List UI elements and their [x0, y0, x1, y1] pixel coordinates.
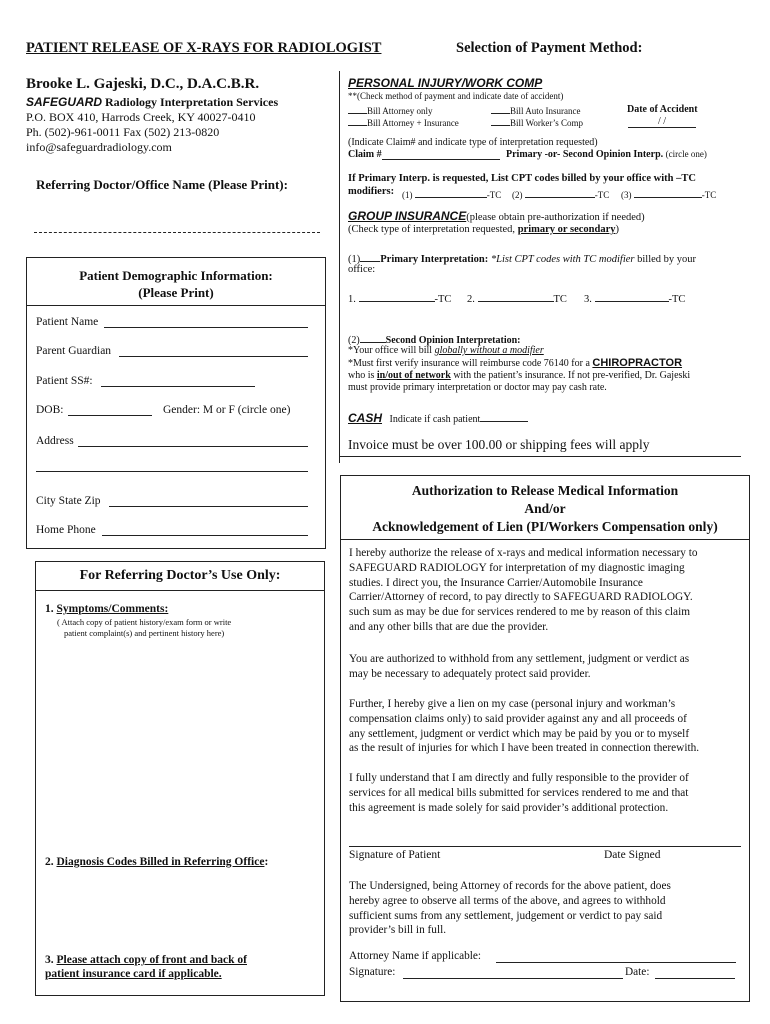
attorney-date-field[interactable]	[655, 966, 735, 979]
patient-demographic-box	[26, 257, 326, 549]
payment-left-border	[339, 71, 340, 463]
item-number: 2.	[45, 856, 57, 868]
second-opinion-line-2	[348, 357, 682, 369]
text-line: Carrier/Attorney of record, to pay directly to SAFEGUARD RADIOLOGY.	[349, 591, 693, 604]
group-insurance-heading	[348, 209, 645, 223]
provider-address: P.O. BOX 410, Harrods Creek, KY 40027-0410	[26, 110, 256, 124]
second-opinion-line-4: must provide primary interpretation or doctor may pay cash rate.	[348, 382, 607, 393]
date-of-accident-field[interactable]: / /	[628, 116, 696, 128]
primary-interp-option[interactable]	[348, 251, 696, 265]
patient-ss-field[interactable]	[101, 374, 255, 387]
provider-email: info@safeguardradiology.com	[26, 140, 172, 154]
text-line: The Undersigned, being Attorney of records for the above patient, does	[349, 880, 671, 892]
date-of-accident-label: Date of Accident	[627, 104, 698, 115]
tc-suffix: -TC	[486, 190, 502, 200]
diagnosis-codes-field[interactable]	[45, 874, 315, 944]
option-label: Bill Attorney only	[367, 106, 433, 116]
option-note-2: billed by your	[634, 254, 697, 265]
cash-title: CASH	[348, 411, 383, 425]
claim-note: (Indicate Claim# and indicate type of interpretation requested)	[348, 137, 598, 148]
text-line: I hereby authorize the release of x-rays and medical information necessary to	[349, 547, 698, 559]
option-label: Primary Interpretation:	[380, 254, 489, 265]
line-text: *Your office will bill	[348, 345, 435, 356]
group-cpt-2[interactable]	[467, 291, 567, 305]
item-number: 3.	[45, 954, 57, 966]
divider	[341, 539, 749, 540]
symptoms-note-1: ( Attach copy of patient history/exam form or write	[57, 617, 232, 627]
circle-one-note: (circle one)	[665, 149, 707, 159]
attorney-date-label: Date:	[625, 966, 650, 978]
dob-label: DOB:	[36, 404, 64, 416]
attorney-signature-field[interactable]	[403, 966, 623, 979]
cpt-index: 3.	[584, 294, 592, 305]
city-state-zip-field[interactable]	[109, 494, 308, 507]
date-signed-label: Date Signed	[604, 849, 661, 861]
cpt-code-3[interactable]	[621, 187, 716, 200]
attorney-signature-label: Signature:	[349, 966, 396, 978]
text-line: and any other bills that are due the provider.	[349, 620, 549, 633]
second-opinion-line-1	[348, 345, 544, 356]
invoice-note: Invoice must be over 100.00 or shipping fees will apply	[348, 437, 650, 452]
provider-company	[26, 95, 278, 110]
patient-signature-line[interactable]	[349, 846, 741, 847]
claim-label: Claim #	[348, 149, 382, 160]
line-emphasis: in/out of network	[376, 370, 451, 381]
text-line: sufficient sums from any settlement, judgement or verdict to pay said	[349, 909, 663, 922]
group-insurance-title: GROUP INSURANCE	[348, 209, 467, 223]
personal-injury-title: PERSONAL INJURY/WORK COMP	[348, 76, 543, 90]
cpt-code-1[interactable]	[402, 187, 501, 200]
group-type-note	[348, 224, 619, 235]
text-line: services for all medical bills submitted for services rendered to me and that	[349, 786, 689, 799]
cpt-modifiers-label: modifiers:	[348, 186, 395, 197]
option-label: Second Opinion Interpretation:	[385, 335, 521, 346]
cpt-index: 1.	[348, 294, 356, 305]
tc-suffix: -TC	[701, 190, 717, 200]
line-text: who is	[348, 370, 377, 381]
line-text-2: with the patient’s insurance. If not pre-verified, Dr. Gajeski	[450, 370, 691, 381]
option-label: Bill Auto Insurance	[510, 106, 581, 116]
demographic-title: Patient Demographic Information:	[79, 268, 273, 283]
insurance-card-label-2: patient insurance card if applicable.	[45, 968, 222, 980]
claim-type-options[interactable]	[506, 149, 707, 160]
opt-bill-attorney-insurance[interactable]	[348, 115, 459, 128]
claim-number-field[interactable]	[382, 149, 500, 160]
gender-label: Gender: M or F (circle one)	[163, 404, 291, 416]
text-line: I fully understand that I am directly and fully responsible to the provider of	[349, 772, 689, 784]
text-line: SAFEGUARD RADIOLOGY for interpretation of my diagnostic imaging	[349, 561, 685, 574]
authorization-box	[340, 475, 750, 1002]
diagnosis-codes-label	[45, 856, 268, 868]
item-number: 1.	[45, 603, 57, 615]
option-label: Bill Attorney + Insurance	[367, 118, 459, 128]
cpt-index: 2.	[467, 294, 475, 305]
company-logo-text: SAFEGUARD	[26, 95, 103, 109]
text-line: compensation claims only) to said provider against any and all proceeds of	[349, 712, 687, 725]
auth-paragraph-4	[349, 771, 689, 815]
symptoms-comments-field[interactable]	[45, 642, 315, 842]
symptoms-note-2: patient complaint(s) and pertinent history here)	[64, 628, 225, 638]
address-label: Address	[36, 435, 74, 447]
text-line: studies. I direct you, the Insurance Carrier/Automobile Insurance	[349, 576, 643, 589]
payment-method-title: Selection of Payment Method:	[456, 40, 643, 56]
primary-office-label: office:	[348, 264, 376, 275]
cpt-code-2[interactable]	[512, 187, 609, 200]
text-line: Further, I hereby give a lien on my case (personal injury and workman’s	[349, 698, 676, 710]
text-line: hereby agree to observe all terms of the above, and agrees to withhold	[349, 894, 666, 907]
attorney-name-label: Attorney Name if applicable:	[349, 950, 482, 962]
doctor-use-title: For Referring Doctor’s Use Only:	[79, 568, 281, 583]
item-text: Diagnosis Codes Billed in Referring Office	[56, 856, 265, 868]
cpt-index: (2)	[512, 190, 523, 200]
attorney-name-field[interactable]	[496, 950, 736, 963]
option-note: *List CPT codes with TC modifier	[490, 254, 635, 265]
line-emphasis: CHIROPRACTOR	[592, 357, 683, 369]
provider-name: Brooke L. Gajeski, D.C., D.A.C.B.R.	[26, 76, 260, 92]
line-emphasis: globally without a modifier	[434, 345, 544, 356]
text-line: any settlement, judgment or verdict which may be paid by you or to myself	[349, 727, 690, 740]
address-field-line2[interactable]	[36, 471, 308, 472]
option-index: (1)	[348, 254, 361, 265]
note-emphasis: primary or secondary	[517, 224, 616, 235]
item-text: Symptoms/Comments:	[56, 603, 169, 615]
note-end: )	[615, 224, 619, 235]
page-title: PATIENT RELEASE OF X-RAYS FOR RADIOLOGIST	[26, 40, 382, 56]
text-line: may be necessary to adequately protect said provider.	[349, 667, 591, 680]
signature-of-patient-label: Signature of Patient	[349, 849, 441, 861]
group-cpt-1[interactable]	[348, 291, 451, 305]
insurance-card-label	[45, 954, 247, 966]
opt-bill-workers-comp[interactable]	[491, 115, 583, 128]
auth-paragraph-5	[349, 879, 671, 938]
patient-ss-label: Patient SS#:	[36, 375, 93, 387]
divider	[27, 305, 325, 306]
second-opinion-option[interactable]	[348, 332, 521, 346]
company-rest: Radiology Interpretation Services	[102, 95, 279, 109]
auth-title-2: And/or	[524, 501, 566, 516]
patient-name-field[interactable]	[104, 315, 308, 328]
cpt-index: (1)	[402, 190, 413, 200]
personal-injury-note: **(Check method of payment and indicate date of accident)	[348, 91, 564, 101]
item-colon: :	[264, 856, 269, 868]
tc-suffix: -TC	[434, 294, 452, 305]
referring-doctor-label: Referring Doctor/Office Name (Please Print):	[36, 177, 288, 192]
option-label: Bill Worker’s Comp	[510, 118, 583, 128]
note-text: (Check type of interpretation requested,	[348, 224, 518, 235]
auth-title-1: Authorization to Release Medical Information	[411, 483, 679, 498]
parent-guardian-label: Parent Guardian	[36, 345, 112, 357]
cash-option[interactable]	[348, 411, 528, 425]
line-text: *Must first verify insurance will reimburse code 76140 for a	[348, 358, 593, 369]
patient-name-label: Patient Name	[36, 316, 99, 328]
parent-guardian-field[interactable]	[119, 344, 308, 357]
item-text: Please attach copy of front and back of	[56, 954, 247, 966]
text-line: this agreement is made solely for said provider’s additional protection.	[349, 801, 669, 814]
provider-phone: Ph. (502)-961-0011 Fax (502) 213-0820	[26, 125, 220, 139]
auth-paragraph-2	[349, 652, 689, 682]
text-line: such sum as may be due for services rendered to me by reason of this claim	[349, 606, 690, 619]
option-index: (2)	[348, 335, 360, 346]
address-field[interactable]	[78, 434, 308, 447]
group-cpt-3[interactable]	[584, 291, 685, 305]
text-line: You are authorized to withhold from any settlement, judgment or verdict as	[349, 653, 690, 665]
text-line: provider’s bill in full.	[349, 924, 447, 937]
home-phone-label: Home Phone	[36, 524, 96, 536]
second-opinion-line-3	[348, 370, 690, 381]
tc-suffix: -TC	[594, 190, 610, 200]
payment-bottom-border	[339, 456, 741, 457]
dob-field[interactable]	[68, 403, 152, 416]
claim-type-text: Primary -or- Second Opinion Interp.	[506, 149, 664, 160]
auth-paragraph-3	[349, 697, 699, 756]
cpt-index: (3)	[621, 190, 632, 200]
demographic-subtitle: (Please Print)	[138, 285, 214, 300]
divider	[36, 590, 324, 591]
auth-paragraph-1	[349, 546, 697, 635]
referring-doctor-field[interactable]	[34, 232, 320, 233]
text-line: as the result of injuries for which I have been treated in connection therewith.	[349, 742, 700, 755]
doctor-use-box	[35, 561, 325, 996]
cpt-note: If Primary Interp. is requested, List CPT codes billed by your office with –TC	[348, 173, 696, 184]
group-insurance-note: (please obtain pre-authorization if needed)	[466, 212, 645, 223]
tc-suffix: TC	[553, 294, 567, 305]
home-phone-field[interactable]	[102, 523, 308, 536]
symptoms-comments-label	[45, 603, 168, 615]
cash-note: Indicate if cash patient	[389, 414, 481, 425]
auth-title-3: Acknowledgement of Lien (PI/Workers Compensation only)	[372, 519, 718, 534]
city-state-zip-label: City State Zip	[36, 495, 101, 507]
tc-suffix: -TC	[668, 294, 686, 305]
